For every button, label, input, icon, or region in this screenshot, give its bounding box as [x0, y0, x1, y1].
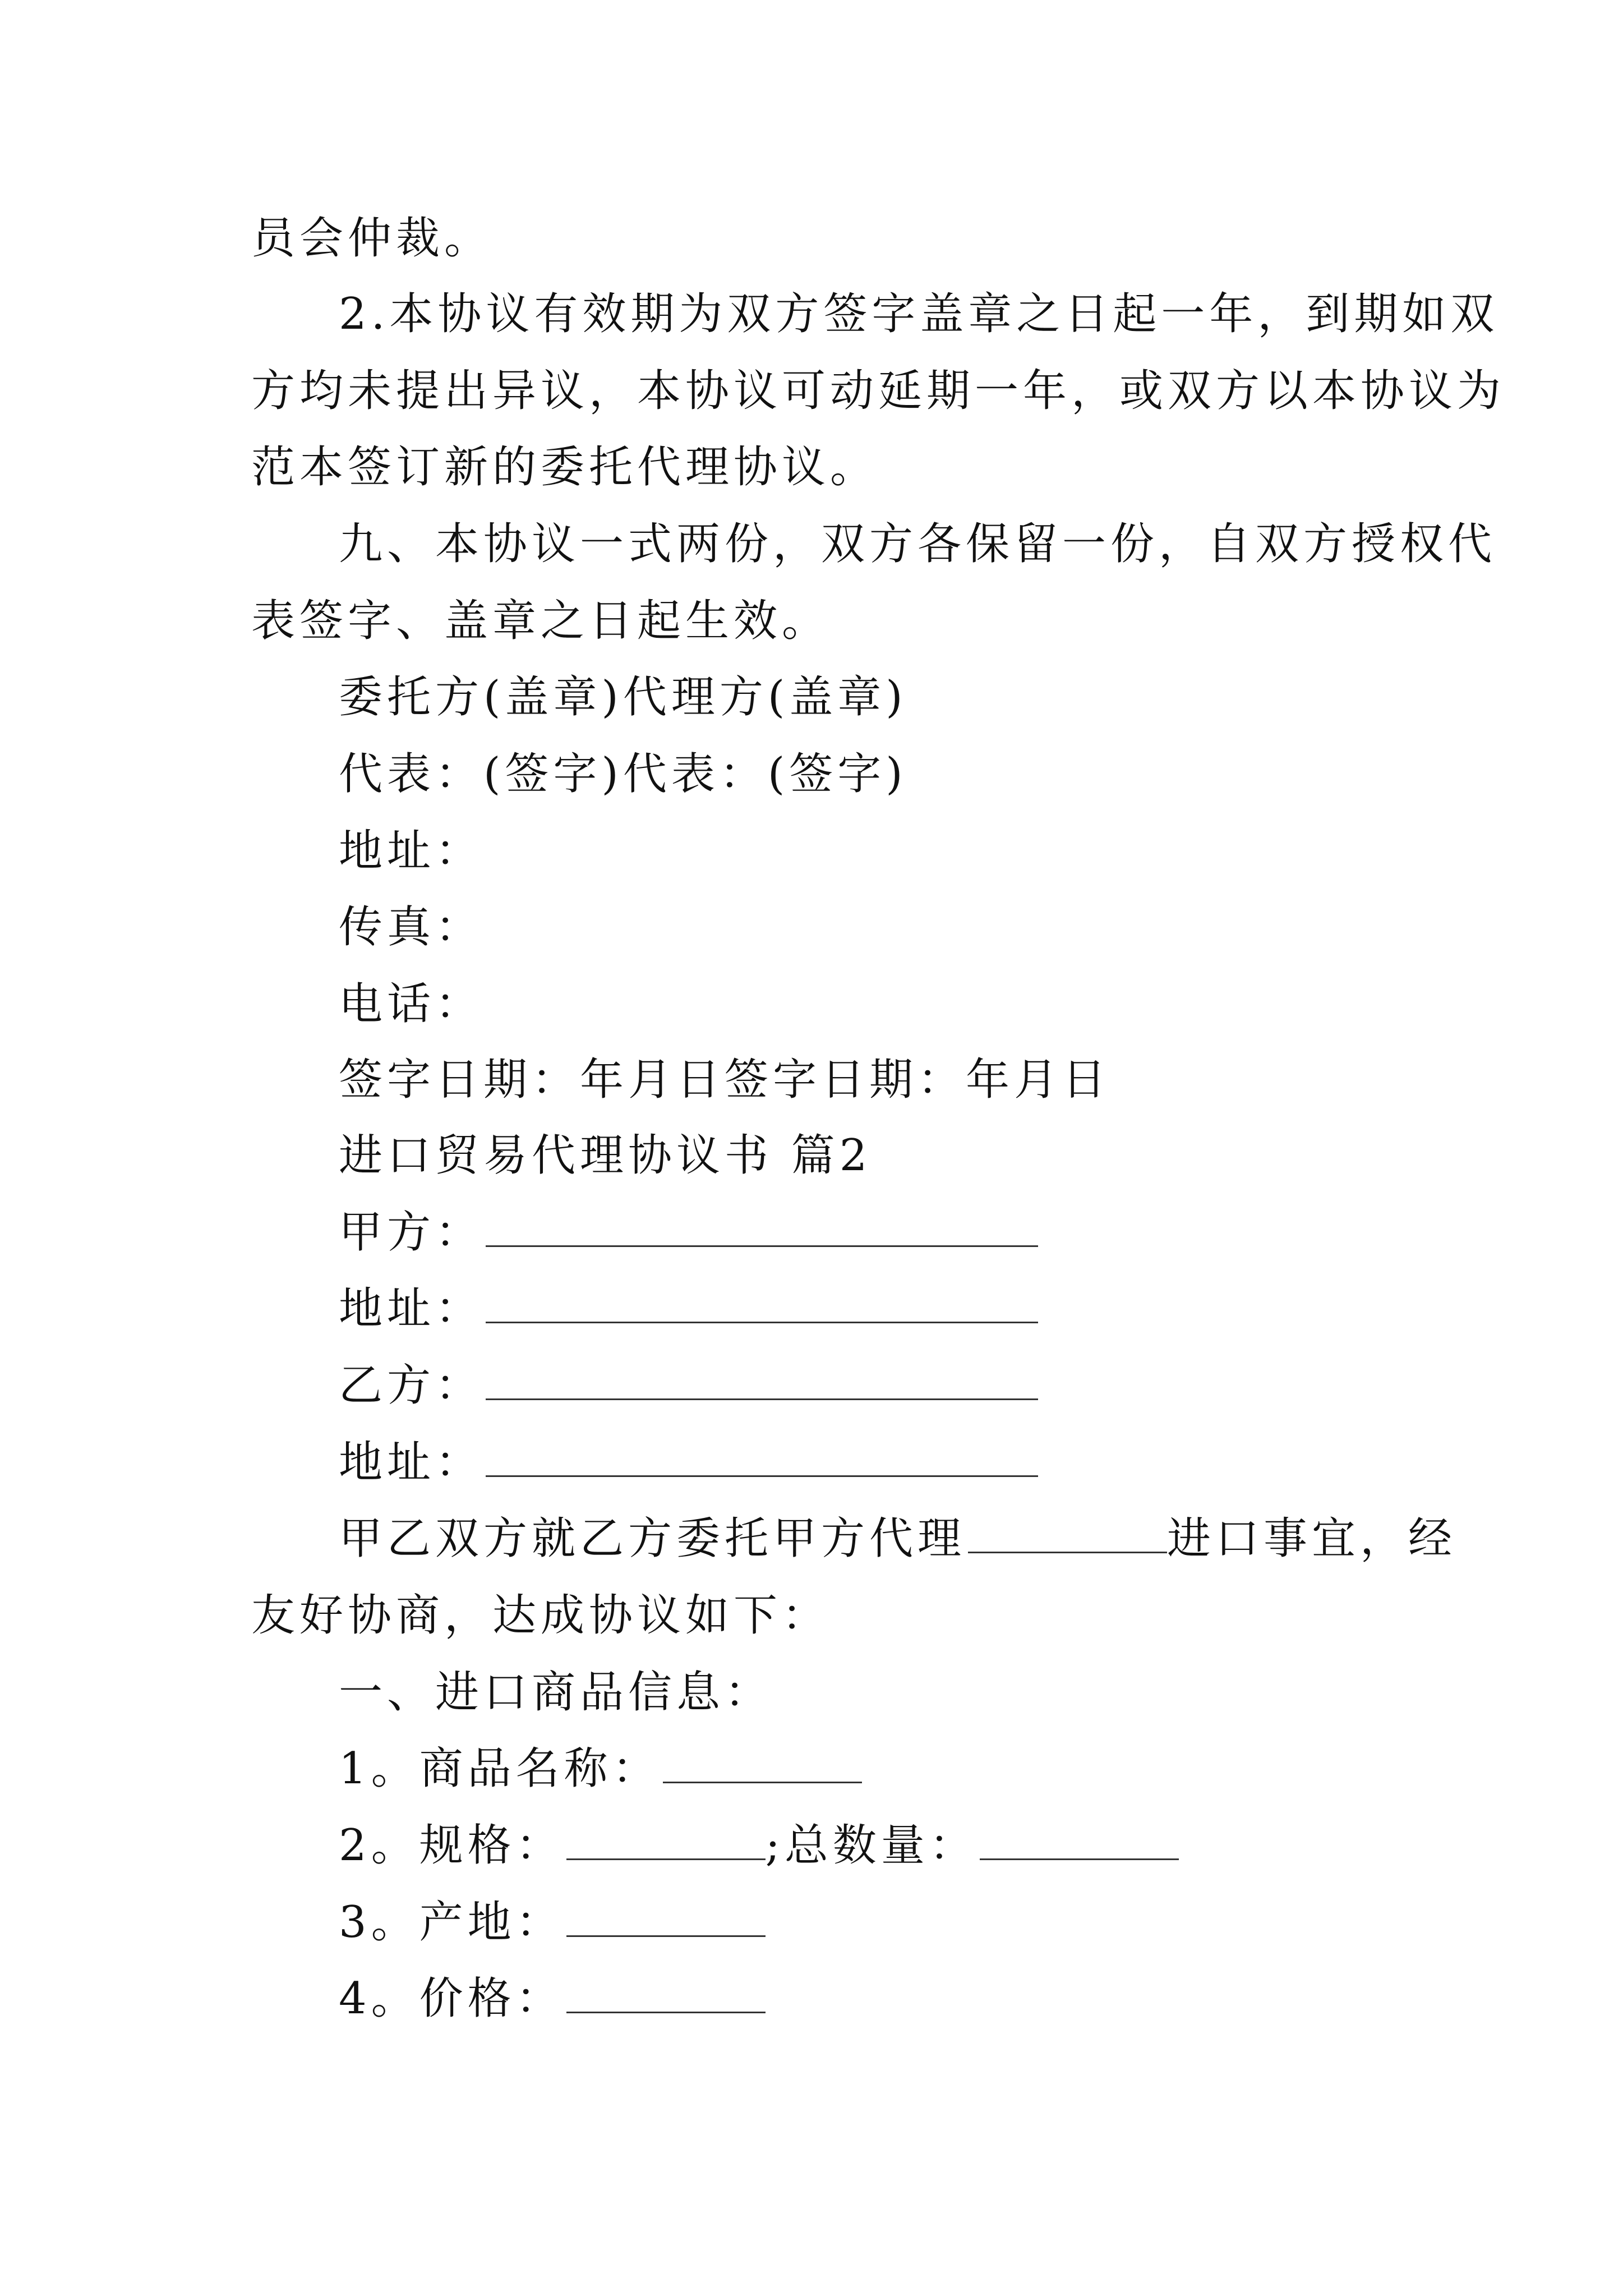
- spec-blank[interactable]: [566, 1821, 766, 1860]
- item-origin-label: 3。产地：: [339, 1897, 564, 1948]
- signature-date-line: 签字日期：年月日签字日期：年月日: [339, 1055, 1111, 1105]
- intro-line: [339, 1513, 1456, 1564]
- party-b-address-label: 地址：: [339, 1437, 484, 1488]
- paragraph-line: 方均未提出异议，本协议可动延期一年，或双方以本协议为: [251, 366, 1506, 416]
- party-a-label: 甲方：: [339, 1207, 484, 1258]
- phone-line: 电话：: [339, 979, 484, 1029]
- agency-item-blank[interactable]: [968, 1515, 1167, 1553]
- signature-representative-line: 代表：(签字)代表：(签字): [339, 749, 907, 799]
- item-price-row: [339, 1973, 766, 2024]
- intro-line-2: 友好协商，达成协议如下：: [251, 1590, 831, 1641]
- party-b-address-blank[interactable]: [486, 1438, 1038, 1477]
- party-b-row: [339, 1360, 1038, 1411]
- section-title: 进口贸易代理协议书 篇2: [339, 1130, 872, 1181]
- item-price-label: 4。价格：: [339, 1973, 564, 2024]
- party-a-address-label: 地址：: [339, 1283, 484, 1334]
- item-product-name-row: [339, 1743, 862, 1794]
- intro-text-2: 进口事宜，经: [1167, 1513, 1457, 1564]
- item-spec-row: [339, 1820, 1179, 1871]
- paragraph-line: 范本签订新的委托代理协议。: [251, 442, 879, 493]
- paragraph-line: 表签字、盖章之日起生效。: [251, 596, 831, 646]
- item-product-name-label: 1。商品名称：: [339, 1743, 661, 1794]
- item-quantity-label: ;总数量：: [765, 1820, 978, 1871]
- signature-party-line: 委托方(盖章)代理方(盖章): [339, 672, 907, 723]
- party-a-address-row: [339, 1283, 1038, 1334]
- intro-text-1: 甲乙双方就乙方委托甲方代理: [339, 1513, 966, 1564]
- product-name-blank[interactable]: [663, 1745, 862, 1783]
- party-a-address-blank[interactable]: [486, 1285, 1038, 1323]
- party-b-blank[interactable]: [486, 1361, 1038, 1400]
- quantity-blank[interactable]: [980, 1821, 1179, 1860]
- item-spec-label: 2。规格：: [339, 1820, 564, 1871]
- fax-line: 传真：: [339, 902, 484, 953]
- section-heading: 一、进口商品信息：: [339, 1667, 773, 1718]
- paragraph-line: 2.本协议有效期为双方签字盖章之日起一年，到期如双: [339, 289, 1499, 339]
- origin-blank[interactable]: [566, 1898, 766, 1937]
- party-b-label: 乙方：: [339, 1360, 484, 1411]
- party-a-row: [339, 1207, 1038, 1258]
- item-origin-row: [339, 1897, 766, 1948]
- address-line: 地址：: [339, 826, 484, 876]
- party-a-blank[interactable]: [486, 1208, 1038, 1247]
- paragraph-line: 员会仲裁。: [251, 213, 493, 264]
- paragraph-line: 九、本协议一式两份，双方各保留一份，自双方授权代: [339, 519, 1497, 569]
- price-blank[interactable]: [566, 1975, 766, 2013]
- party-b-address-row: [339, 1437, 1038, 1488]
